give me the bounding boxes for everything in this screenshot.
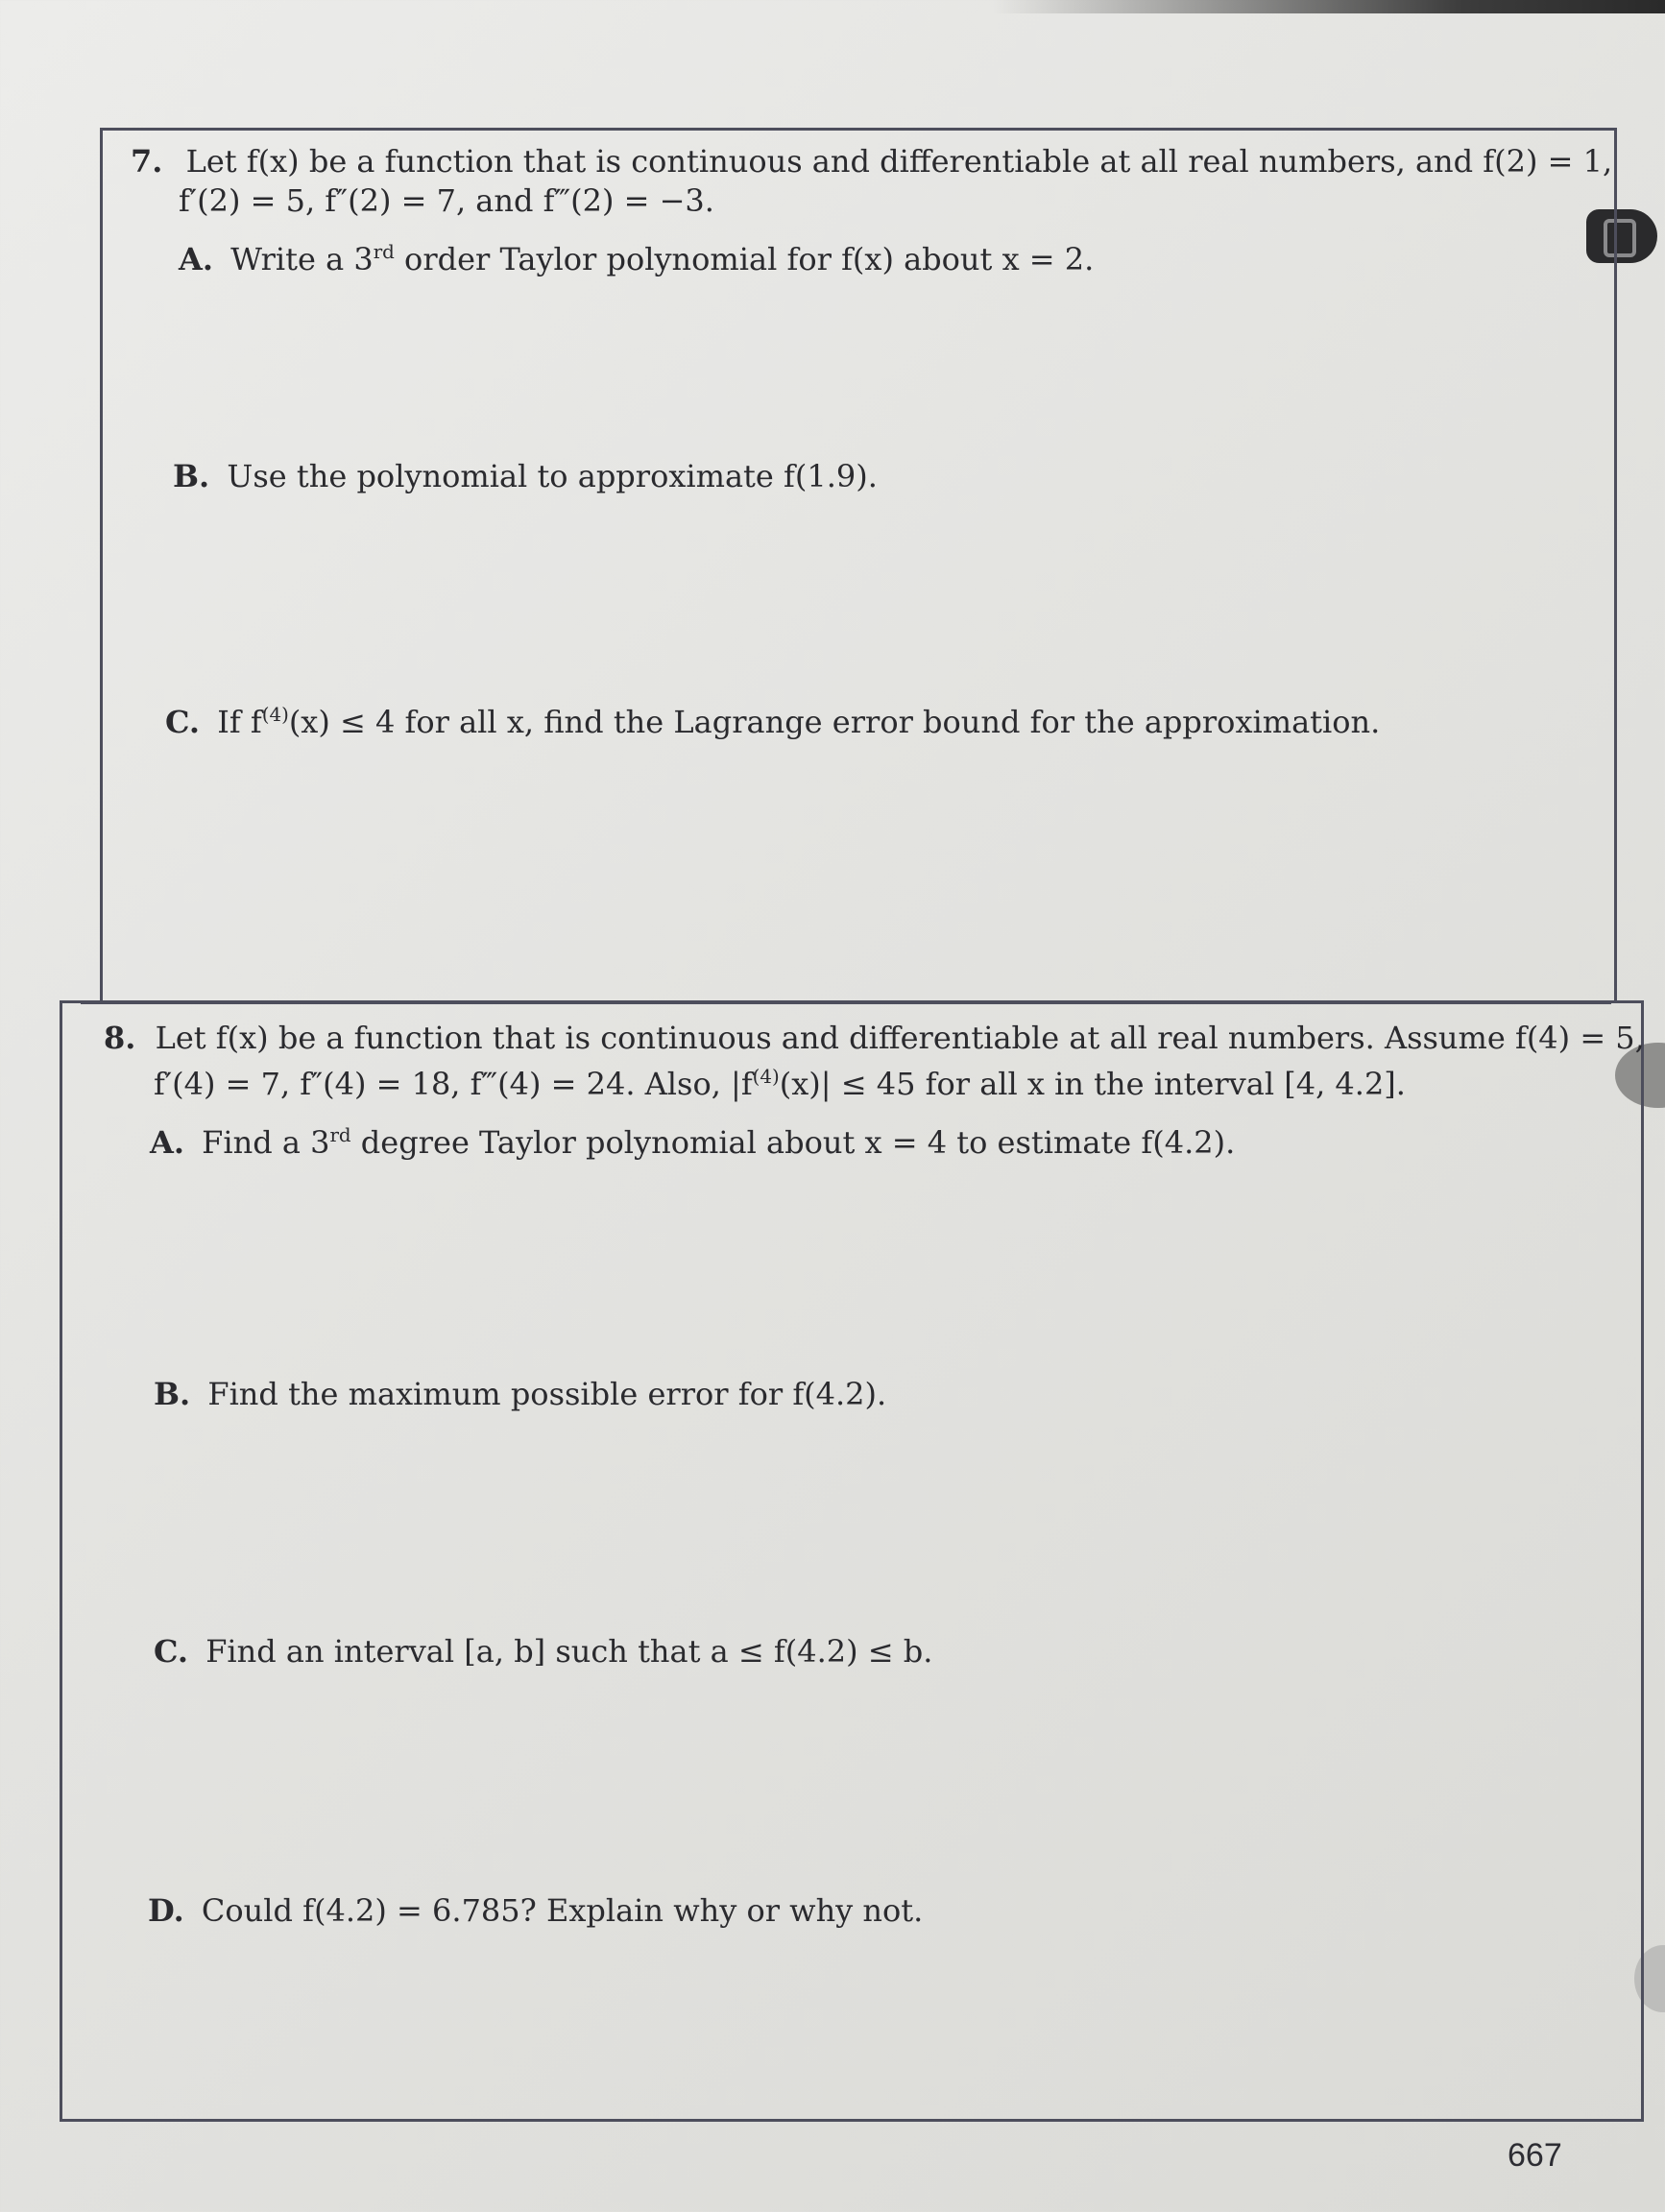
q7-c-text-1: If f: [217, 704, 262, 740]
q8-a-text-2: degree Taylor polynomial about x = 4 to estimate f(4.2).: [350, 1124, 1236, 1161]
q8-a-letter: A.: [150, 1124, 184, 1161]
q7-part-a: [179, 238, 1094, 280]
q7-statement-2: f′(2) = 5, f″(2) = 7, and f‴(2) = −3.: [179, 182, 714, 219]
q7-part-c: [165, 701, 1380, 743]
q8-number: 8.: [104, 1020, 136, 1056]
q8-part-b: [154, 1373, 886, 1415]
section-divider: [81, 1001, 1611, 1004]
q7-part-b: [173, 455, 878, 497]
q8-a-text-1: Find a 3: [202, 1124, 330, 1161]
page-number: 667: [1508, 2137, 1562, 2174]
q8-d-text: Could f(4.2) = 6.785? Explain why or why not.: [201, 1892, 924, 1929]
photo-shadow-edge: [993, 0, 1665, 13]
q8-line2-sup: (4): [752, 1066, 780, 1089]
q8-part-a: [150, 1121, 1235, 1164]
q7-a-text-2: order Taylor polynomial for f(x) about x = 2.: [394, 241, 1095, 277]
q7-a-sup: rd: [373, 241, 395, 264]
q8-b-letter: B.: [154, 1376, 191, 1412]
q7-a-letter: A.: [179, 241, 213, 277]
q7-b-letter: B.: [173, 458, 210, 494]
q7-line-1: [131, 140, 1612, 182]
q7-c-text-2: (x) ≤ 4 for all x, find the Lagrange error bound for the approximation.: [288, 704, 1381, 740]
q8-c-text: Find an interval [a, b] such that a ≤ f(4.2) ≤ b.: [205, 1633, 933, 1670]
q8-b-text: Find the maximum possible error for f(4.2).: [207, 1376, 887, 1412]
q7-a-text-1: Write a 3: [230, 241, 374, 277]
q8-statement-1: Let f(x) be a function that is continuous and differentiable at all real numbers. Assume f(4) = 5,: [155, 1020, 1645, 1056]
q7-c-sup: (4): [261, 704, 289, 727]
q8-statement-2: [154, 1063, 1406, 1105]
q8-a-sup: rd: [329, 1124, 351, 1147]
q8-part-d: [148, 1889, 923, 1932]
q8-c-letter: C.: [154, 1633, 189, 1670]
q8-line2-text-2: (x)| ≤ 45 for all x in the interval [4, 4.2].: [779, 1066, 1406, 1102]
q8-d-letter: D.: [148, 1892, 184, 1929]
q7-b-text: Use the polynomial to approximate f(1.9).: [227, 458, 878, 494]
q7-c-letter: C.: [165, 704, 201, 740]
q8-part-c: [154, 1630, 932, 1672]
q8-line2-text-1: f′(4) = 7, f″(4) = 18, f‴(4) = 24. Also, |f: [154, 1066, 753, 1102]
q8-line-1: [104, 1017, 1645, 1059]
question-8-box: [60, 1000, 1644, 2122]
q7-number: 7.: [131, 143, 163, 180]
q7-statement-1: Let f(x) be a function that is continuous and differentiable at all real numbers, and f(2) = 1,: [185, 143, 1613, 180]
